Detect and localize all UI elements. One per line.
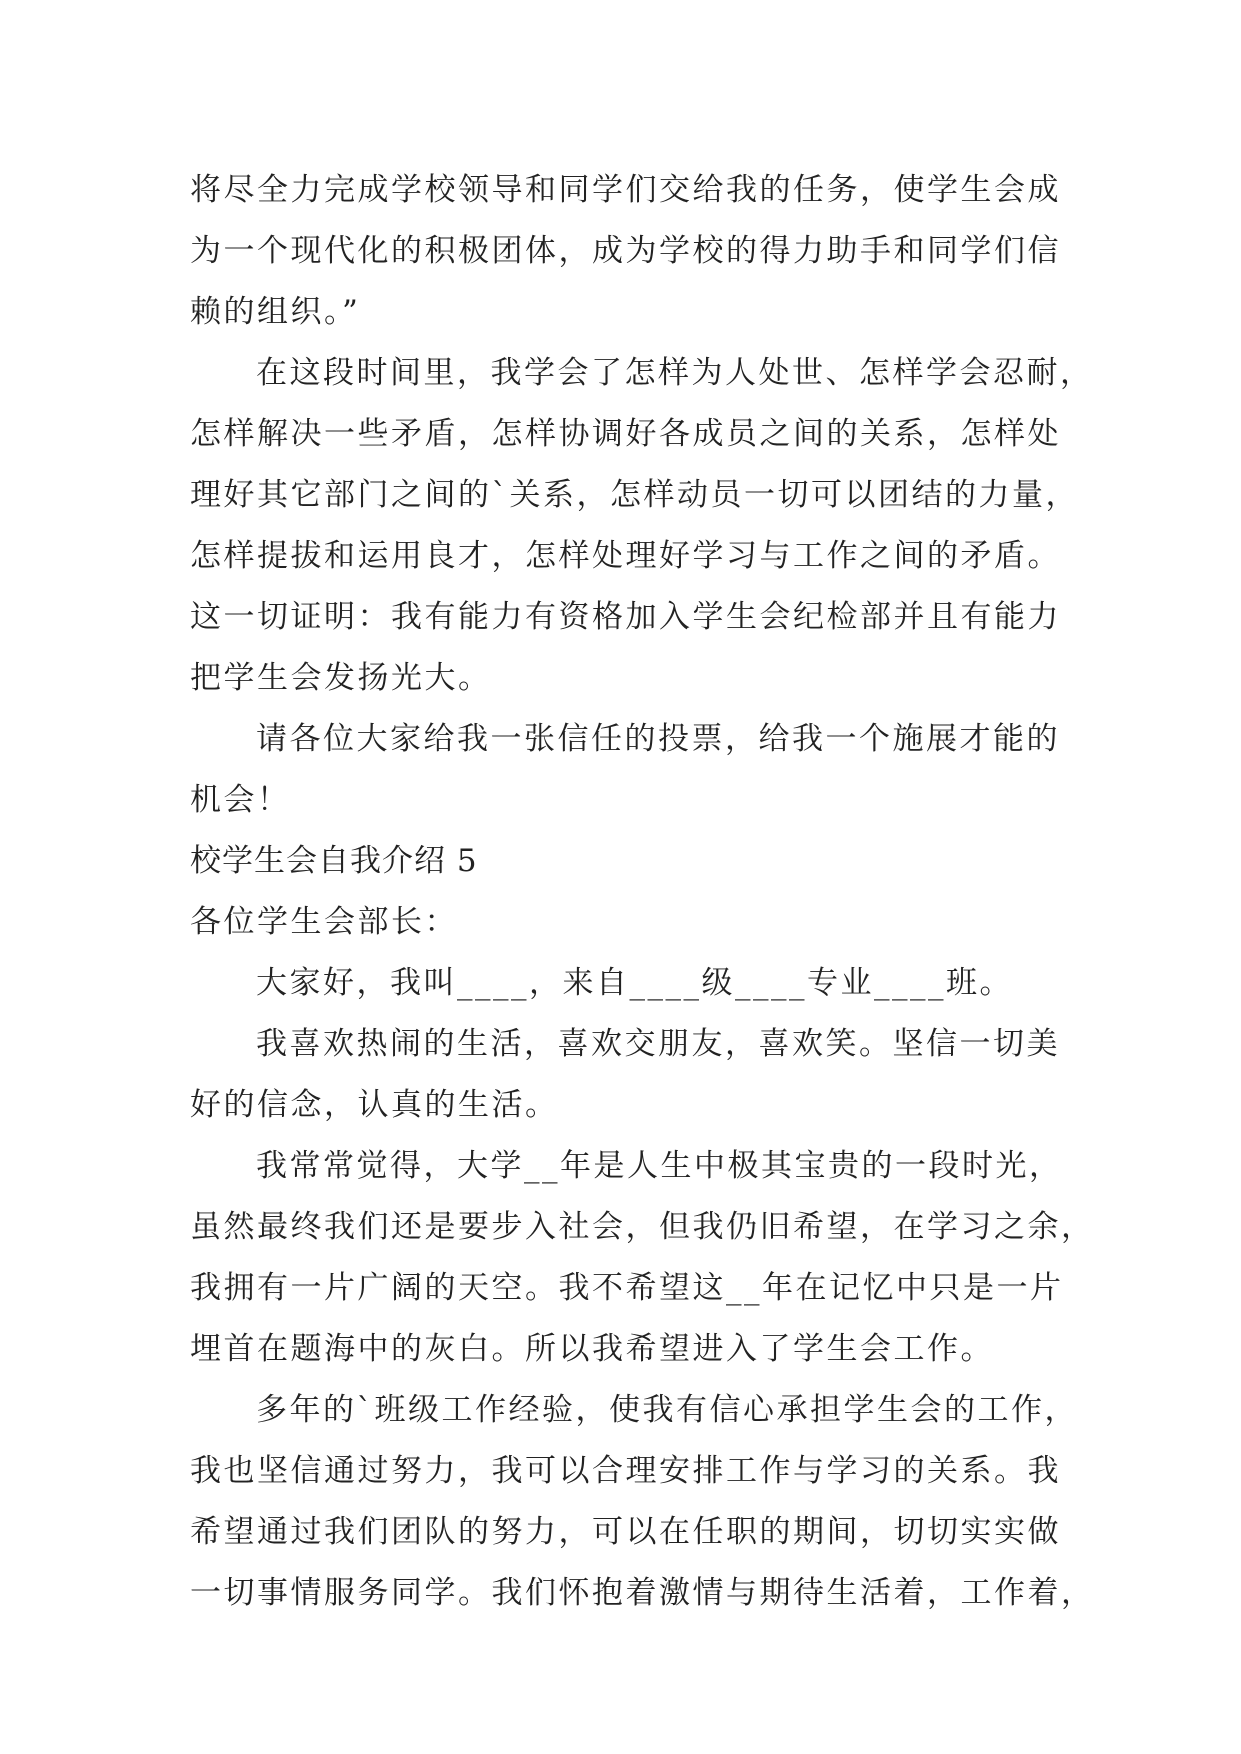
- salutation: 各位学生会部长：: [190, 904, 458, 940]
- text-line: 我拥有一片广阔的天空。我不希望这__年在记忆中只是一片: [190, 1270, 1064, 1306]
- text-line: 将尽全力完成学校领导和同学们交给我的任务，使学生会成: [190, 172, 1061, 208]
- text-line: 好的信念，认真的生活。: [190, 1087, 559, 1123]
- text-line: 理好其它部门之间的`关系，怎样动员一切可以团结的力量，: [190, 477, 1079, 513]
- text-line: 为一个现代化的积极团体，成为学校的得力助手和同学们信: [190, 233, 1061, 269]
- text-line: 我也坚信通过努力，我可以合理安排工作与学习的关系。我: [190, 1453, 1061, 1489]
- text-line: 埋首在题海中的灰白。所以我希望进入了学生会工作。: [190, 1331, 994, 1367]
- paragraph-start-line: 我喜欢热闹的生活，喜欢交朋友，喜欢笑。坚信一切美: [256, 1026, 1060, 1062]
- text-line: 怎样解决一些矛盾，怎样协调好各成员之间的关系，怎样处: [190, 416, 1061, 452]
- paragraph-start-line: 请各位大家给我一张信任的投票，给我一个施展才能的: [256, 721, 1060, 757]
- text-line: 一切事情服务同学。我们怀抱着激情与期待生活着，工作着，: [190, 1575, 1095, 1611]
- paragraph-start-line: 在这段时间里，我学会了怎样为人处世、怎样学会忍耐，: [256, 355, 1094, 391]
- text-line: 希望通过我们团队的努力，可以在任职的期间，切切实实做: [190, 1514, 1061, 1550]
- text-line: 怎样提拔和运用良才，怎样处理好学习与工作之间的矛盾。: [190, 538, 1061, 574]
- text-line: 机会！: [190, 782, 291, 818]
- section-title: 校学生会自我介绍 5: [190, 843, 478, 879]
- document-body: [190, 160, 1095, 1624]
- text-line: 赖的组织。”: [190, 294, 361, 330]
- text-line: 把学生会发扬光大。: [190, 660, 492, 696]
- paragraph-start-line: 多年的`班级工作经验，使我有信心承担学生会的工作，: [256, 1392, 1078, 1428]
- paragraph-start-line: 大家好，我叫____，来自____级____专业____班。: [256, 965, 1013, 1001]
- paragraph-start-line: 我常常觉得，大学__年是人生中极其宝贵的一段时光，: [256, 1148, 1063, 1184]
- text-line: 虽然最终我们还是要步入社会，但我仍旧希望，在学习之余，: [190, 1209, 1095, 1245]
- text-line: 这一切证明：我有能力有资格加入学生会纪检部并且有能力: [190, 599, 1061, 635]
